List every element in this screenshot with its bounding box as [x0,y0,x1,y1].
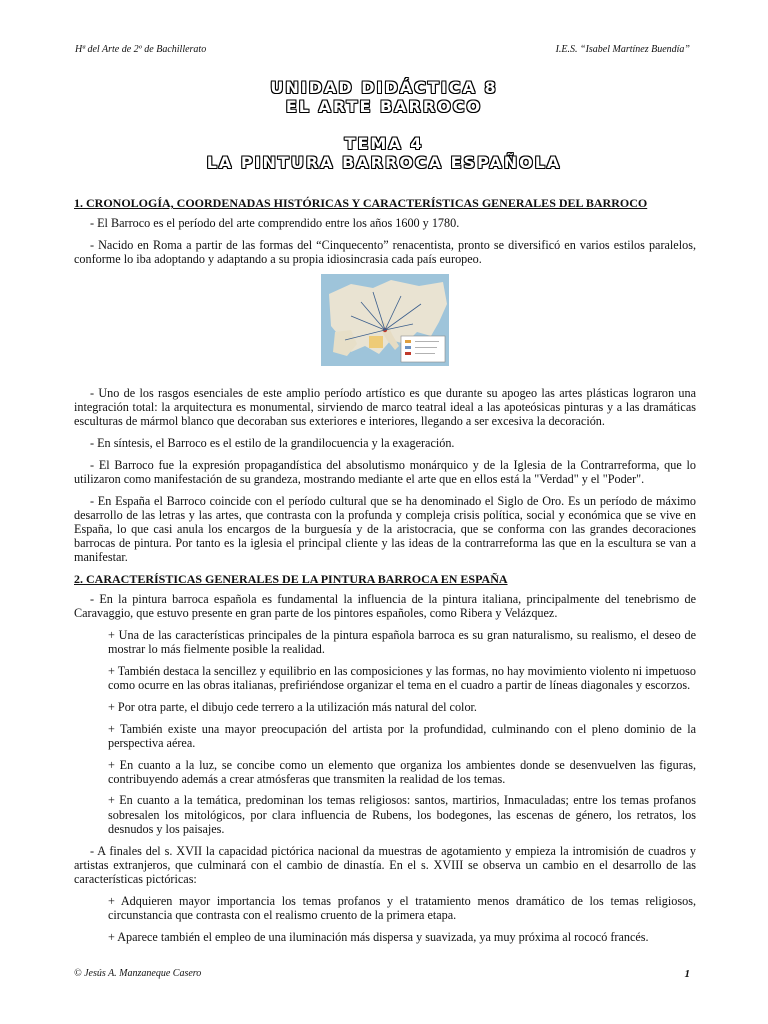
section-2-heading: 2. CARACTERÍSTICAS GENERALES DE LA PINTURA BARROCA EN ESPAÑA [74,572,508,587]
unit-subject-title: EL ARTE BARROCO [285,97,483,116]
paragraph: - Uno de los rasgos esenciales de este amplio período artístico es que durante su apogeo las artes plásticas lograron una integración total: la arquitectura es monumental, sirviendo de marco teatral ideal a las apoteósicas pinturas y a las dramáticas esculturas de mármol blanco que decoraban sus exteriores e interiores, llegando a ser excesiva la decoración. [74,385,696,429]
header-school: I.E.S. “Isabel Martínez Buendía” [555,44,690,55]
footer-author: © Jesús A. Manzaneque Casero [74,968,202,979]
list-item: + En cuanto a la temática, predominan los temas religiosos: santos, martirios, Inmaculadas; entre los temas profanos sobresalen los mitológicos, por clara influencia de Rubens, los bodegones, las escenas de género, los retratos, los desnudos y los paisajes. [108,793,696,836]
title-block [0,78,768,172]
paragraph: - En España el Barroco coincide con el período cultural que se ha denominado el Siglo de Oro. Es un período de máximo desarrollo de las letras y las artes, que contrasta con la profunda y compleja crisis política, social y económica que se vive en España, lo que casi anula los encargos de la burguesía y de la aristocracia, que se conforma con las grandes decoraciones barrocas de pintura. Por tanto es la iglesia el principal cliente y las ideas de la contrarreforma las que en la escultura se van a manifestar. [74,493,696,565]
page-footer [74,968,690,980]
list-item: + También existe una mayor preocupación del artista por la profundidad, culminando con el pleno dominio de la perspectiva aérea. [108,721,696,750]
paragraph: - A finales del s. XVII la capacidad pictórica nacional da muestras de agotamiento y empieza la intromisión de cuadros y artistas extranjeros, que culminará con el cambio de dinastía. En el s. XVIII se observa un cambio en el desarrollo de las características pictóricas: [74,843,696,886]
europe-map-image [321,274,449,366]
section-1-heading: 1. CRONOLOGÍA, COORDENADAS HISTÓRICAS Y CARACTERÍSTICAS GENERALES DEL BARROCO [74,196,648,210]
list-item: + Una de las características principales de la pintura española barroca es su gran naturalismo, su realismo, el deseo de mostrar lo más fielmente posible la realidad. [108,628,696,657]
list-item: + Aparece también el empleo de una iluminación más dispersa y suavizada, ya muy próxima al rococó francés. [108,929,649,944]
paragraph: - El Barroco es el período del arte comprendido entre los años 1600 y 1780. [90,216,460,231]
paragraph: - El Barroco fue la expresión propagandística del absolutismo monárquico y de la Iglesia de la Contrarreforma, que lo utilizaron como manifestación de su grandeza, mostrando mediante el arte que en ellos está la "Verdad" y el "Poder". [74,457,696,486]
list-item: + En cuanto a la luz, se concibe como un elemento que organiza los ambientes donde se desenvuelven las figuras, contribuyendo además a crear atmósferas que transmiten la realidad de los temas. [108,757,696,786]
unit-title: UNIDAD DIDÁCTICA 8 [270,78,498,97]
paragraph: - En síntesis, el Barroco es el estilo de la grandilocuencia y la exageración. [90,435,455,450]
document-body [74,196,696,951]
header-course: Hª del Arte de 2º de Bachillerato [75,44,207,55]
topic-subject-title: LA PINTURA BARROCA ESPAÑOLA [206,153,562,172]
page-header [75,44,690,55]
europe-map-figure [74,274,696,366]
page-number: 1 [684,968,690,980]
list-item: + Adquieren mayor importancia los temas profanos y el tratamiento menos dramático de los temas religiosos, circunstancia que contrasta con el realismo cruento de la primera etapa. [108,893,696,922]
topic-title: TEMA 4 [344,134,424,153]
list-item: + Por otra parte, el dibujo cede terrero a la utilización más natural del color. [108,699,477,714]
paragraph: - Nacido en Roma a partir de las formas del “Cinquecento” renacentista, pronto se diversificó en varios estilos paralelos, conforme lo iba adoptando y adaptando a su propia idiosincrasia cada país europeo. [74,237,696,267]
list-item: + También destaca la sencillez y equilibrio en las composiciones y las formas, no hay movimiento violento ni impetuoso como ocurre en las obras italianas, prefiriéndose organizar el tema en el cuadro a partir de líneas diagonales y escorzos. [108,664,696,693]
paragraph: - En la pintura barroca española es fundamental la influencia de la pintura italiana, principalmente del tenebrismo de Caravaggio, que estuvo presente en gran parte de los pintores españoles, como Ribera y Velázquez. [74,592,696,621]
